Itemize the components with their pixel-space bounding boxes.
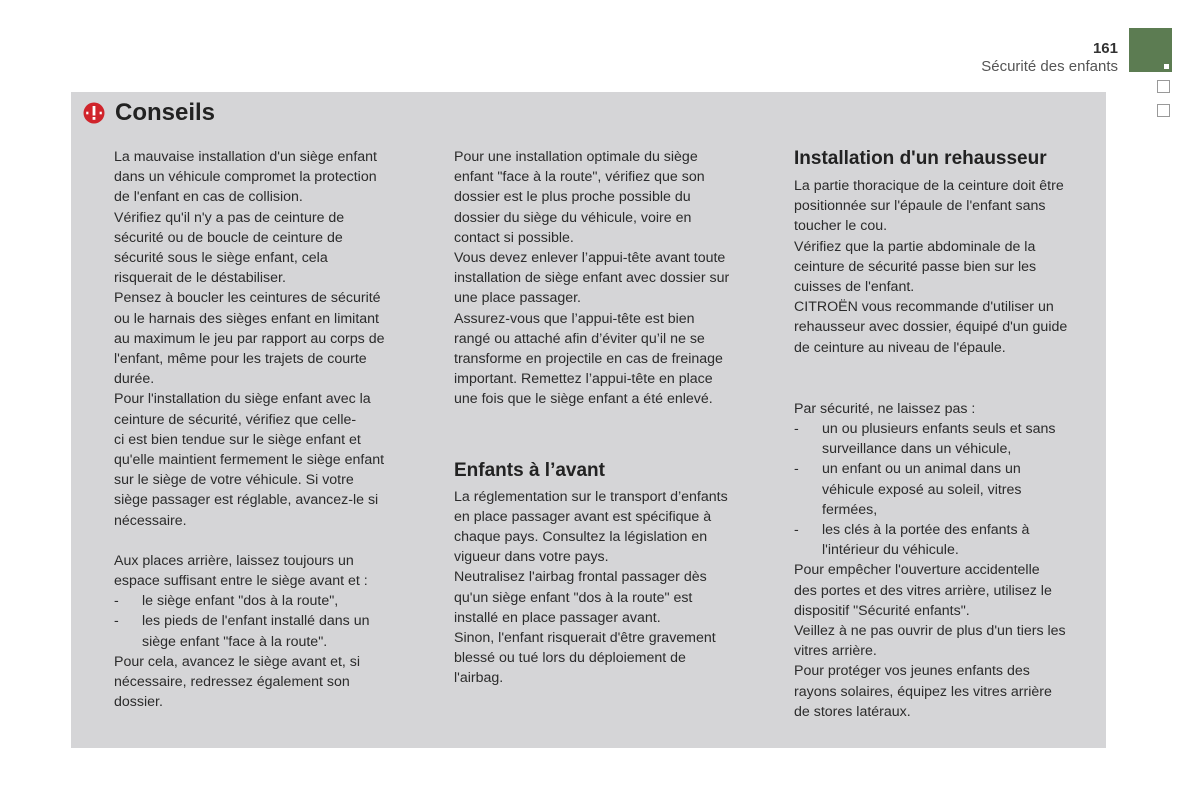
column-1 [114, 147, 414, 712]
text-line: l'enfant, même pour les trajets de courte [114, 351, 367, 368]
text-line: Pour cela, avancez le siège avant et, si [114, 653, 361, 670]
col3-dash-list [794, 419, 1094, 560]
dash-bullet: - [794, 461, 799, 478]
text-line: Neutralisez l'airbag frontal passager dès [454, 569, 707, 586]
text-line: ci est bien tendue sur le siège enfant et [114, 431, 361, 448]
text-line: contact si possible. [454, 229, 574, 246]
dash-item-text [822, 520, 1094, 560]
column-2 [454, 147, 754, 689]
text-line: l'airbag. [454, 670, 504, 687]
text-line: un enfant ou un animal dans un [822, 461, 1021, 478]
panel-title: Conseils [115, 99, 216, 126]
dash-bullet: - [794, 522, 799, 539]
text-line: le siège enfant "dos à la route", [142, 593, 339, 610]
text-line: chaque pays. Consultez la législation en [454, 529, 708, 546]
text-line: ou le harnais des sièges enfant en limitant [114, 310, 379, 327]
text-line: Sinon, l'enfant risquerait d'être gravement [454, 630, 716, 647]
col3-paragraph-2 [794, 399, 1094, 419]
col1-paragraph-1 [114, 147, 414, 531]
dash-item-text [822, 459, 1094, 520]
text-line: durée. [114, 371, 155, 388]
text-line: dans un véhicule compromet la protection [114, 169, 377, 186]
text-line: des portes et des vitres arrière, utilisez le [794, 582, 1052, 599]
text-line: vitres arrière. [794, 643, 877, 660]
text-line: installation de siège enfant avec dossier sur [454, 270, 730, 287]
page-header [981, 40, 1118, 76]
text-line: ceinture de sécurité, vérifiez que celle- [114, 411, 357, 428]
text-line: les pieds de l'enfant installé dans un [142, 613, 370, 630]
text-line: risquerait de le déstabiliser. [114, 270, 286, 287]
text-line: de l'enfant en cas de collision. [114, 189, 303, 206]
text-line: de ceinture au niveau de l'épaule. [794, 339, 1006, 356]
col2-paragraph-1 [454, 147, 754, 410]
text-line: surveillance dans un véhicule, [822, 441, 1012, 458]
text-line: toucher le cou. [794, 218, 888, 235]
text-line: Vous devez enlever l’appui-tête avant toute [454, 250, 726, 267]
text-line: sécurité sous le siège enfant, cela [114, 250, 328, 267]
text-line: une place passager. [454, 290, 581, 307]
dash-bullet: - [794, 421, 799, 438]
col3-paragraph-1 [794, 176, 1094, 358]
text-line: La partie thoracique de la ceinture doit être [794, 178, 1064, 194]
text-line: de stores latéraux. [794, 703, 911, 720]
text-line: un ou plusieurs enfants seuls et sans [822, 421, 1056, 438]
text-line: Vérifiez qu'il n'y a pas de ceinture de [114, 209, 345, 226]
text-line: Pensez à boucler les ceintures de sécurité [114, 290, 381, 307]
text-line: dispositif "Sécurité enfants". [794, 602, 970, 619]
chapter-box-2[interactable] [1157, 104, 1170, 117]
text-line: dossier du siège du véhicule, voire en [454, 209, 692, 226]
text-line: vigueur dans votre pays. [454, 549, 609, 566]
dash-item [114, 591, 414, 611]
panel-title-row [83, 99, 215, 127]
text-line: Pour une installation optimale du siège [454, 149, 698, 165]
text-line: qu'un siège enfant "dos à la route" est [454, 589, 693, 606]
text-line: siège passager est réglable, avancez-le si [114, 492, 379, 509]
text-line: nécessaire, redressez également son [114, 674, 350, 691]
text-line: blessé ou tué lors du déploiement de [454, 650, 686, 667]
text-line: cuisses de l'enfant. [794, 279, 915, 296]
text-line: Aux places arrière, laissez toujours un [114, 552, 354, 569]
chapter-box-1[interactable] [1157, 80, 1170, 93]
text-line: sécurité ou de boucle de ceinture de [114, 229, 343, 246]
text-line: Vérifiez que la partie abdominale de la [794, 238, 1036, 255]
text-line: La mauvaise installation d'un siège enfant [114, 149, 377, 165]
page-number: 161 [1092, 40, 1118, 57]
dash-item [794, 459, 1094, 520]
text-line: véhicule exposé au soleil, vitres [822, 481, 1022, 498]
text-line: Veillez à ne pas ouvrir de plus d'un tiers les [794, 623, 1066, 640]
text-line: dossier est le plus proche possible du [454, 189, 691, 206]
col2-paragraph-2 [454, 487, 754, 689]
dash-item-text [142, 611, 414, 651]
dash-bullet: - [114, 593, 119, 610]
text-line: dossier. [114, 694, 163, 711]
text-line: rangé ou attaché afin d’éviter qu’il ne se [454, 330, 705, 347]
text-line: espace suffisant entre le siège avant et : [114, 573, 368, 590]
text-line: Pour protéger vos jeunes enfants des [794, 663, 1030, 680]
col1-paragraph-2 [114, 551, 414, 591]
text-line: Pour empêcher l'ouverture accidentelle [794, 562, 1040, 579]
text-line: une fois que le siège enfant a été enlevé. [454, 391, 713, 408]
col3-heading: Installation d'un rehausseur [794, 148, 1047, 169]
dash-item-text [142, 591, 414, 611]
chapter-marker [1164, 64, 1169, 69]
text-line: en place passager avant est spécifique à [454, 508, 712, 525]
column-3 [794, 147, 1094, 722]
text-line: Pour l'installation du siège enfant avec la [114, 391, 371, 408]
section-title: Sécurité des enfants [981, 58, 1118, 75]
dash-bullet: - [114, 613, 119, 630]
col3-paragraph-3 [794, 560, 1094, 722]
chapter-tab[interactable] [1129, 28, 1172, 72]
text-line: fermées, [822, 501, 878, 518]
dash-item-text [822, 419, 1094, 459]
text-line: Par sécurité, ne laissez pas : [794, 400, 976, 417]
text-line: les clés à la portée des enfants à [822, 522, 1030, 539]
dash-item [794, 419, 1094, 459]
text-line: installé en place passager avant. [454, 609, 661, 626]
text-line: sur le siège de votre véhicule. Si votre [114, 472, 354, 489]
text-line: Assurez-vous que l’appui-tête est bien [454, 310, 695, 327]
text-line: siège enfant "face à la route". [142, 633, 328, 650]
col1-paragraph-3 [114, 652, 414, 713]
col1-dash-list [114, 591, 414, 652]
text-line: nécessaire. [114, 512, 187, 529]
text-line: ceinture de sécurité passe bien sur les [794, 258, 1037, 275]
text-line: CITROËN vous recommande d'utiliser un [794, 299, 1054, 316]
warning-icon [83, 102, 105, 124]
text-line: qu'elle maintient fermement le siège enfant [114, 452, 385, 469]
text-line: au maximum le jeu par rapport au corps de [114, 330, 385, 347]
text-line: important. Remettez l’appui-tête en place [454, 371, 713, 388]
text-line: l'intérieur du véhicule. [822, 542, 959, 559]
text-line: enfant "face à la route", vérifiez que son [454, 169, 705, 186]
text-line: rehausseur avec dossier, équipé d'un guide [794, 319, 1068, 336]
col2-heading: Enfants à l’avant [454, 459, 605, 481]
dash-item [794, 520, 1094, 560]
text-line: rayons solaires, équipez les vitres arrière [794, 683, 1052, 700]
text-line: positionnée sur l'épaule de l'enfant sans [794, 198, 1046, 215]
dash-item [114, 611, 414, 651]
text-line: La réglementation sur le transport d’enfants [454, 488, 728, 505]
text-line: transforme en projectile en cas de freinage [454, 351, 723, 368]
